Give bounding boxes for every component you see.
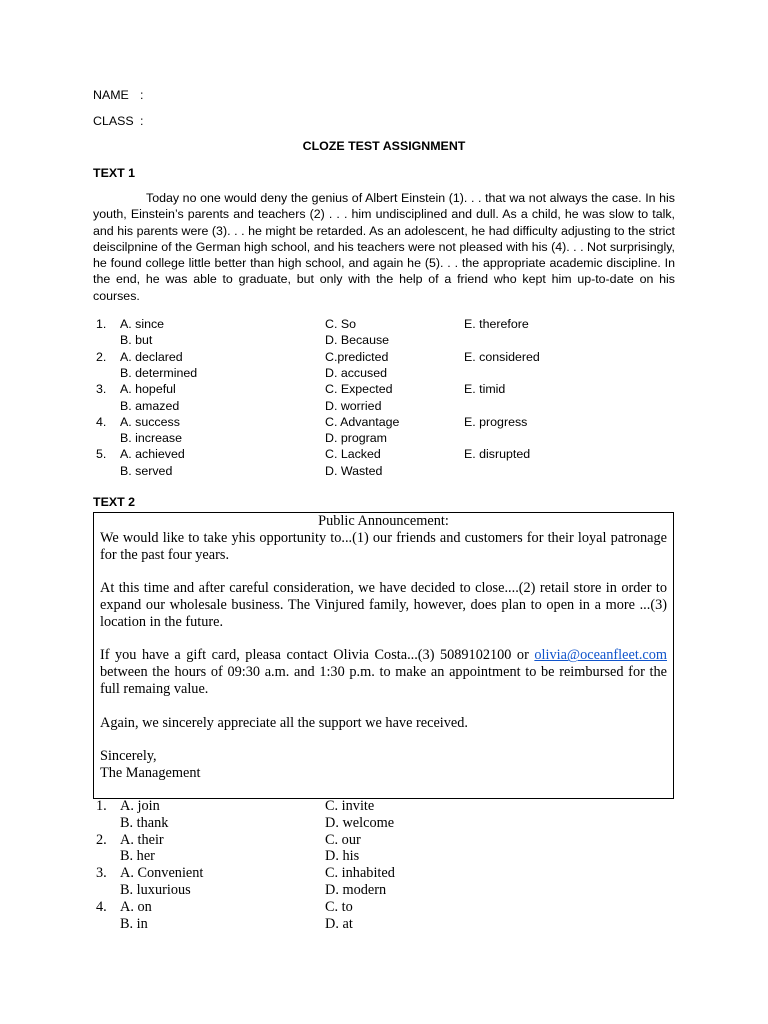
text2-question-row (0, 798, 768, 815)
option-d: D. modern (325, 882, 387, 898)
question-number: 1. (96, 317, 107, 331)
option-d: D. welcome (325, 814, 395, 831)
option-c: C. Advantage (325, 414, 400, 429)
announcement-p3-start: If you have a gift card, pleasa contact Olivia Costa...(3) 5089102100 or (100, 647, 529, 664)
question-number: 4. (96, 898, 107, 915)
page-title: CLOZE TEST ASSIGNMENT (302, 139, 466, 153)
option-a: A. achieved (120, 447, 185, 462)
option-b: B. in (120, 915, 148, 932)
option-d: D. program (325, 431, 387, 446)
option-b: B. but (120, 333, 153, 348)
announcement-closing: Sincerely, (100, 748, 157, 765)
question-number: 5. (96, 447, 107, 462)
announcement-paragraph-3 (100, 647, 667, 697)
option-b: B. increase (120, 431, 182, 446)
text2-question-row-2 (0, 916, 768, 933)
option-c: C. So (325, 317, 356, 331)
text1-question-row (0, 446, 768, 462)
question-number: 2. (96, 349, 107, 364)
question-number: 1. (96, 798, 107, 814)
option-b: B. luxurious (120, 882, 191, 898)
option-e: E. timid (464, 382, 506, 397)
class-colon: : (140, 114, 144, 128)
text2-question-row (0, 865, 768, 882)
name-colon: : (140, 88, 144, 102)
option-e: E. progress (464, 414, 528, 429)
announcement-signature: The Management (100, 764, 201, 781)
option-e: E. disrupted (464, 447, 531, 462)
announcement-p3-end: between the hours of 09:30 a.m. and 1:30 p.m. to make an appointment to be reimbursed for the full remaing value. (100, 664, 667, 697)
option-d: D. worried (325, 398, 382, 413)
question-number: 3. (96, 865, 107, 882)
name-label: NAME (93, 88, 129, 102)
option-a: A. hopeful (120, 382, 176, 397)
text2-question-row (0, 832, 768, 849)
text1-question-row (0, 349, 768, 365)
class-label: CLASS (93, 114, 134, 128)
option-b: B. thank (120, 814, 169, 831)
option-b: B. her (120, 848, 155, 865)
text1-question-row-2 (0, 332, 768, 348)
option-d: D. his (325, 848, 360, 865)
option-c: C. Lacked (325, 447, 381, 462)
question-number: 2. (96, 831, 107, 848)
text2-heading: TEXT 2 (93, 495, 135, 509)
question-number: 3. (96, 382, 107, 397)
option-b: B. determined (120, 365, 198, 380)
text2-question-row (0, 899, 768, 916)
text1-paragraph-text: Today no one would deny the genius of Albert Einstein (1). . . that wa not always the case. In his youth, Einstein’s parents and teachers (2) . . . him undisciplined and dull. As a child, he was slow to talk, and his parents were (3). . . he might be retarded. As an adolescent, he had difficulty adjusting to the strict deiscilpnine of the German high school, and his teachers were not pleased with his (4). . . Not surprisingly, he found college little better than high school, and again he (5). . . the appropriate academic discipline. In the end, he was able to graduate, but only with the help of a friend who kept him up-to-date on his courses. (93, 191, 675, 303)
option-b: B. amazed (120, 398, 180, 413)
name-field (93, 88, 144, 102)
option-d: D. accused (325, 365, 387, 380)
option-c: C. to (325, 898, 353, 915)
option-c: C. our (325, 831, 361, 848)
text1-question-row-2 (0, 463, 768, 479)
text1-question-row-2 (0, 398, 768, 414)
option-c: C. invite (325, 798, 375, 814)
option-d: D. Wasted (325, 463, 383, 478)
option-a: A. Convenient (120, 865, 204, 882)
announcement-paragraph-4: Again, we sincerely appreciate all the support we have received. (100, 714, 468, 731)
text1-question-row-2 (0, 365, 768, 381)
option-a: A. join (120, 798, 160, 814)
question-number: 4. (96, 414, 107, 429)
text1-question-row (0, 316, 768, 332)
option-e: E. therefore (464, 317, 529, 331)
option-c: C. inhabited (325, 865, 395, 882)
announcement-paragraph-1: We would like to take yhis opportunity to...(1) our friends and customers for their loyal patronage for the past four years. (100, 529, 667, 563)
announcement-title: Public Announcement: (318, 513, 449, 529)
email-link[interactable]: olivia@oceanfleet.com (534, 647, 668, 664)
announcement-box (93, 512, 674, 799)
option-c: C.predicted (325, 349, 389, 364)
option-a: A. their (120, 831, 164, 848)
option-a: A. declared (120, 349, 183, 364)
class-field (93, 114, 144, 128)
text2-question-row-2 (0, 815, 768, 832)
text1-question-row-2 (0, 430, 768, 446)
option-a: A. since (120, 317, 165, 331)
announcement-paragraph-2: At this time and after careful consideration, we have decided to close....(2) retail store in order to expand our wholesale business. The Vinjured family, however, does plan to open in a more ...(3) location in the future. (100, 580, 667, 630)
option-e: E. considered (464, 349, 540, 364)
option-d: D. Because (325, 333, 390, 348)
text1-question-row (0, 381, 768, 397)
option-d: D. at (325, 915, 353, 932)
text1-heading: TEXT 1 (93, 166, 135, 180)
option-c: C. Expected (325, 382, 393, 397)
text2-question-row-2 (0, 882, 768, 899)
option-b: B. served (120, 463, 173, 478)
text1-paragraph (93, 190, 675, 304)
option-a: A. on (120, 898, 152, 915)
option-a: A. success (120, 414, 180, 429)
text2-question-row-2 (0, 848, 768, 865)
text1-question-row (0, 414, 768, 430)
